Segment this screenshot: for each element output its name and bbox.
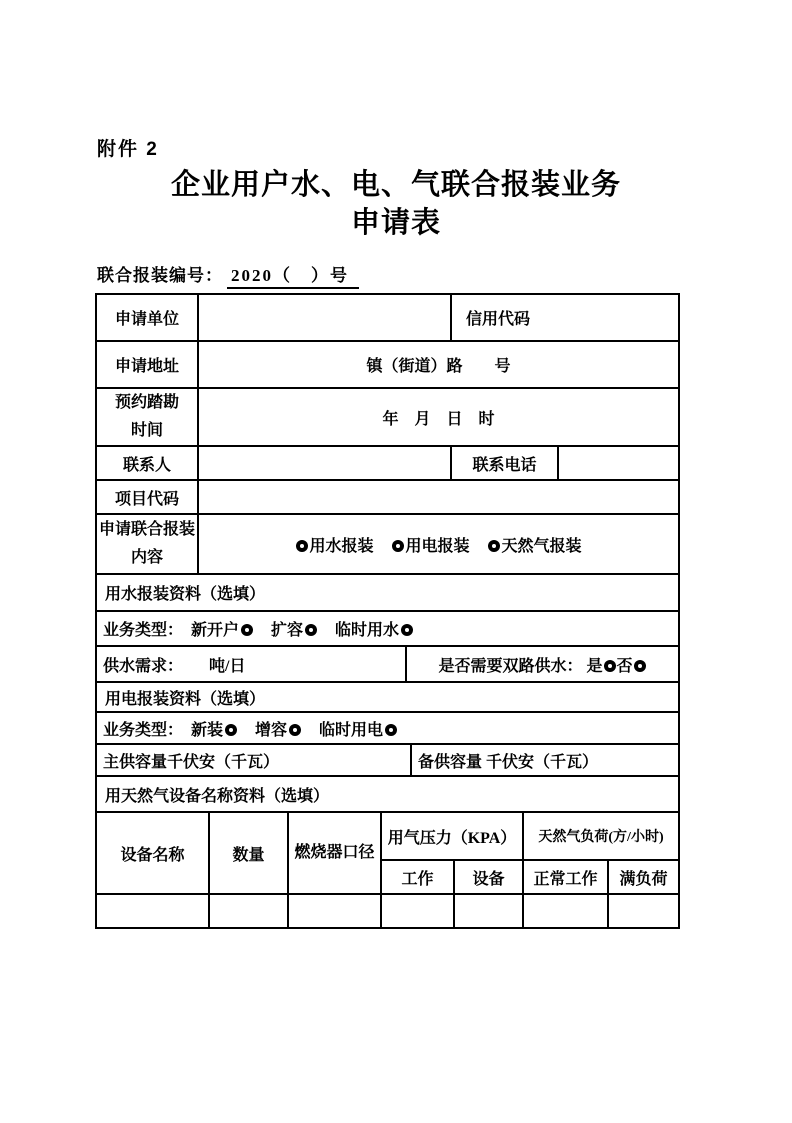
radio-icon [604, 660, 616, 672]
equip-cell-burner [288, 894, 381, 928]
water-business-type-cell [96, 611, 679, 646]
project-code-value-cell [198, 480, 679, 514]
row-gas-section-header [96, 776, 679, 812]
dual-supply-yes-label: 是 [586, 657, 603, 675]
equip-cell-qty [209, 894, 288, 928]
serial-number-value: 2020（ ）号 [227, 261, 359, 289]
address-value-cell: 镇（街道）路 号 [198, 341, 679, 388]
address-label: 申请地址 [96, 341, 198, 388]
equip-cell-working-pressure [381, 894, 454, 928]
option-increase-capacity [255, 722, 301, 739]
power-section-header: 用电报装资料（选填） [96, 682, 679, 712]
radio-icon [241, 624, 253, 636]
water-demand-cell [96, 646, 406, 682]
survey-time-label-line1: 预约踏勘 [114, 394, 179, 411]
col-gas-pressure: 用气压力（KPA） [381, 812, 523, 860]
equip-cell-normal-load [523, 894, 608, 928]
gas-table-header-row [96, 812, 679, 860]
col-burner-diameter: 燃烧器口径 [288, 812, 381, 894]
option-power-install-label: 用电报装 [405, 537, 470, 555]
option-temp-power-label: 临时用电 [319, 721, 384, 739]
radio-icon [296, 540, 308, 552]
gas-section-header: 用天然气设备名称资料（选填） [96, 776, 679, 812]
row-power-section-header [96, 682, 679, 712]
subcol-device-pressure: 设备 [454, 860, 523, 894]
radio-icon [488, 540, 500, 552]
equip-cell-device-pressure [454, 894, 523, 928]
subcol-full-load: 满负荷 [608, 860, 679, 894]
contact-label: 联系人 [96, 446, 198, 480]
joint-content-label-line2: 内容 [130, 549, 163, 566]
form-title-line2: 申请表 [350, 207, 441, 239]
option-gas-install [488, 538, 582, 555]
serial-number-line [97, 261, 359, 289]
option-new-account [191, 622, 253, 639]
credit-code-label: 信用代码 [451, 294, 679, 341]
option-temp-water-label: 临时用水 [335, 622, 400, 639]
equip-cell-device [96, 894, 209, 928]
applicant-label: 申请单位 [96, 294, 198, 341]
applicant-value-cell [198, 294, 451, 341]
subcol-working-pressure: 工作 [381, 860, 454, 894]
radio-icon [385, 724, 397, 736]
main-form-table [95, 293, 680, 813]
survey-time-label [96, 388, 198, 446]
option-power-install [392, 538, 470, 555]
form-title-line1: 企业用户水、电、气联合报装业务 [170, 169, 621, 201]
power-business-type-label: 业务类型： [103, 721, 184, 739]
gas-equipment-table [95, 811, 680, 929]
joint-content-label-line1: 申请联合报装 [99, 521, 196, 538]
row-contact [96, 446, 679, 480]
water-demand-label: 供水需求： [103, 657, 184, 675]
application-form-table [95, 293, 678, 929]
col-quantity: 数量 [209, 812, 288, 894]
form-title [0, 166, 792, 242]
joint-content-label [96, 514, 198, 574]
dual-supply-label: 是否需要双路供水： [438, 657, 583, 675]
project-code-label: 项目代码 [96, 480, 198, 514]
row-joint-content [96, 514, 679, 574]
contact-value-cell [198, 446, 451, 480]
col-gas-load: 天然气负荷(方/小时) [523, 812, 679, 860]
attachment-label: 附件 2 [97, 139, 159, 160]
main-capacity-label: 主供容量千伏安（千瓦） [96, 744, 411, 776]
option-temp-water [335, 622, 413, 639]
radio-icon [225, 724, 237, 736]
water-demand-unit: 吨/日 [209, 657, 246, 675]
joint-content-options-cell [198, 514, 679, 574]
water-business-type-label: 业务类型： [103, 622, 184, 639]
backup-capacity-label: 备供容量 千伏安（千瓦） [411, 744, 679, 776]
option-new-account-label: 新开户 [191, 622, 240, 639]
row-address [96, 341, 679, 388]
radio-icon [289, 724, 301, 736]
option-new-install-label: 新装 [191, 721, 224, 739]
option-expand-capacity-water [271, 622, 317, 639]
survey-time-label-line2: 时间 [130, 422, 163, 439]
phone-value-cell [558, 446, 679, 480]
row-water-business-type [96, 611, 679, 646]
row-survey-time [96, 388, 679, 446]
serial-number-label: 联合报装编号： [97, 266, 223, 285]
equip-cell-full-load [608, 894, 679, 928]
option-water-install-label: 用水报装 [309, 537, 374, 555]
col-device-name: 设备名称 [96, 812, 209, 894]
subcol-normal-working-load: 正常工作 [523, 860, 608, 894]
power-business-type-cell [96, 712, 679, 744]
dual-supply-no-label: 否 [616, 657, 633, 675]
radio-icon [305, 624, 317, 636]
survey-time-value-cell: 年 月 日 时 [198, 388, 679, 446]
row-power-business-type [96, 712, 679, 744]
row-water-demand [96, 646, 679, 682]
radio-icon [634, 660, 646, 672]
phone-label: 联系电话 [451, 446, 558, 480]
radio-icon [401, 624, 413, 636]
row-water-section-header [96, 574, 679, 611]
row-applicant [96, 294, 679, 341]
option-expand-capacity-water-label: 扩容 [271, 622, 304, 639]
option-water-install [296, 538, 374, 555]
radio-icon [392, 540, 404, 552]
option-gas-install-label: 天然气报装 [501, 537, 582, 555]
option-new-install [191, 722, 237, 739]
row-capacity [96, 744, 679, 776]
option-temp-power [319, 722, 397, 739]
dual-supply-cell [406, 646, 679, 682]
water-section-header: 用水报装资料（选填） [96, 574, 679, 611]
option-increase-capacity-label: 增容 [255, 721, 288, 739]
gas-table-empty-row [96, 894, 679, 928]
row-project-code [96, 480, 679, 514]
